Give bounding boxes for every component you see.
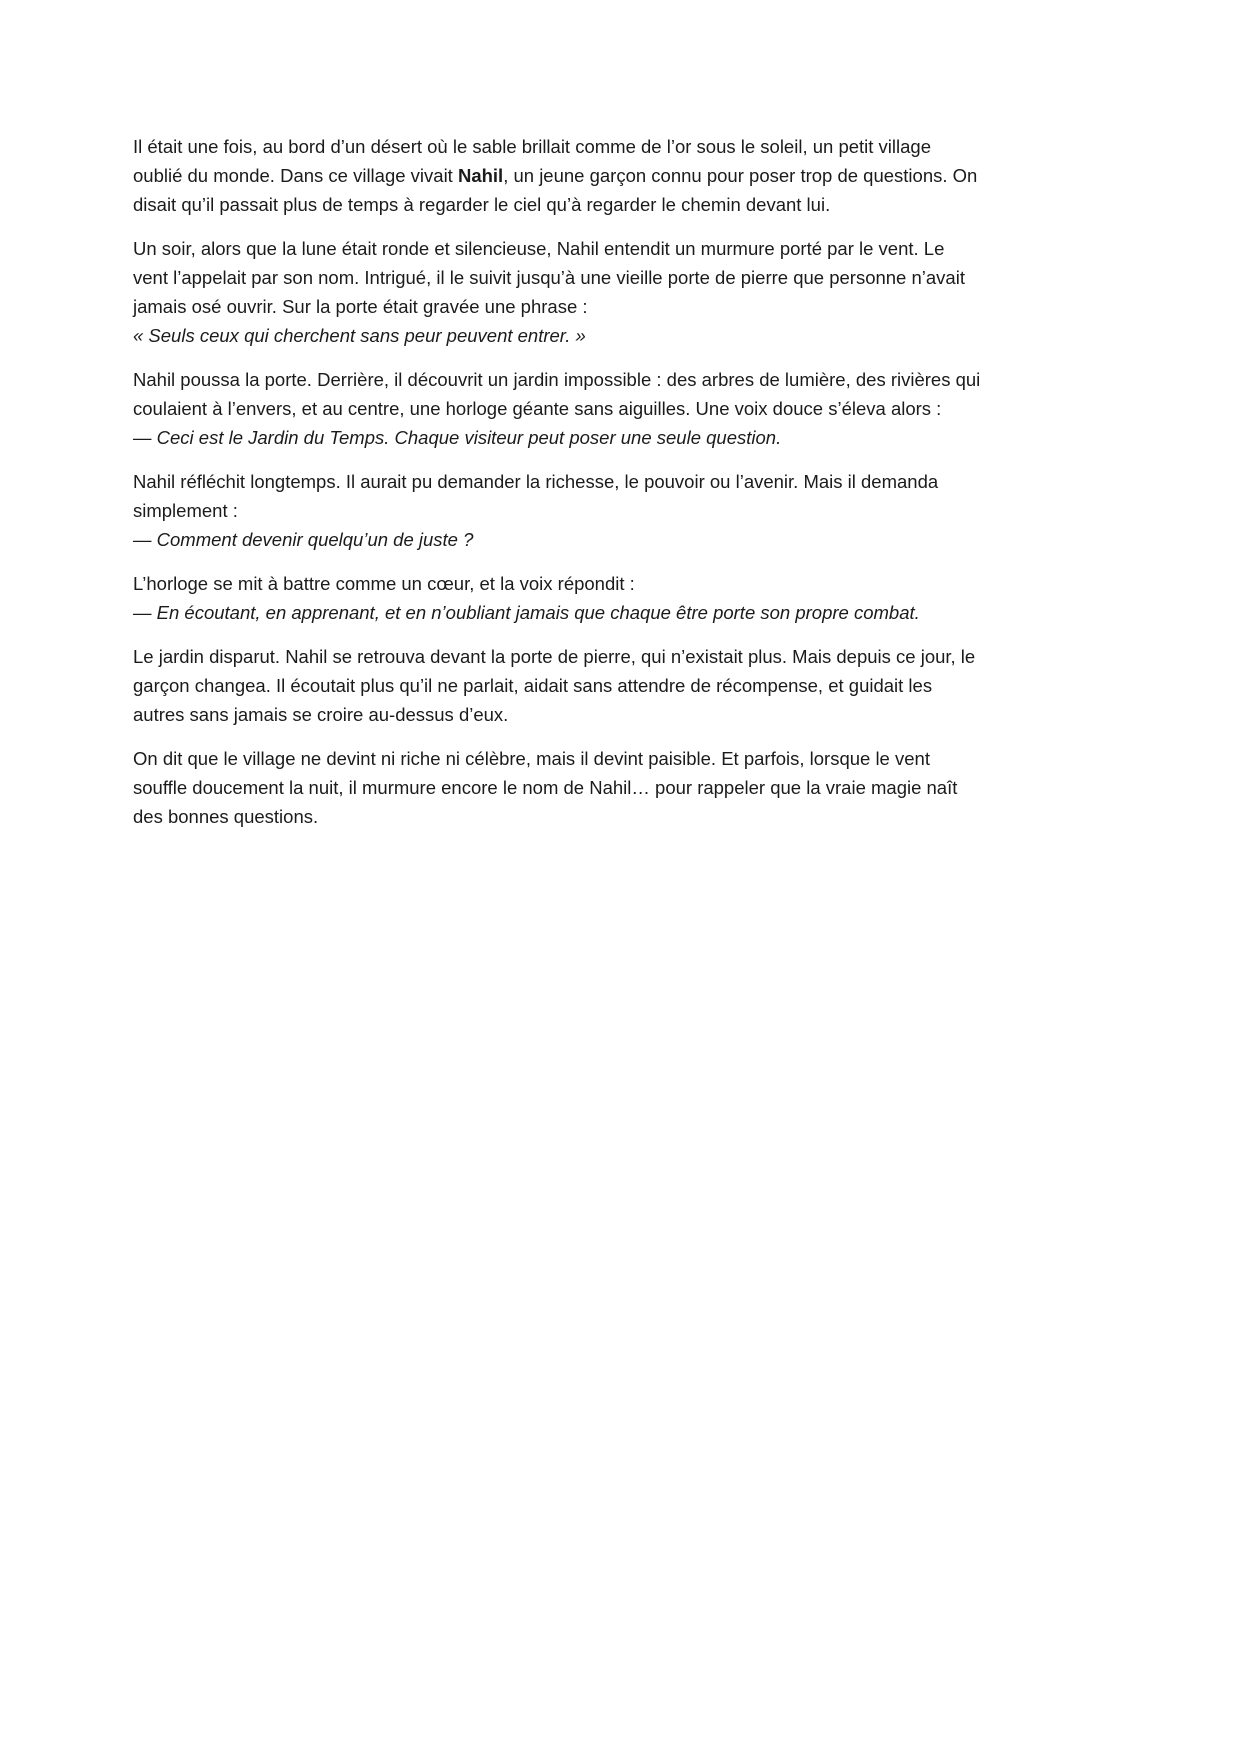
italic-quote-inscription: « Seuls ceux qui cherchent sans peur peuvent entrer. » [133,325,586,346]
text-segment: Il était une fois, au bord d’un désert où le sable brillait comme de l’or sous le soleil, un petit village oublié du monde. Dans ce village vivait [133,136,931,186]
text-segment: Nahil réfléchit longtemps. Il aurait pu demander la richesse, le pouvoir ou l’avenir. Mais il demanda simplement : [133,471,939,521]
text-segment: Nahil poussa la porte. Derrière, il découvrit un jardin impossible : des arbres de lumière, des rivières qui coulaient à l’envers, et au centre, une horloge géante sans aiguilles. Une voix douce s’éleva alors : [133,369,981,419]
paragraph-5 [133,569,983,627]
paragraph-1 [133,132,983,219]
text-segment: , un jeune garçon connu pour poser trop de questions. On disait qu’il passait plus de temps à regarder le ciel qu’à regarder le chemin devant lui. [133,165,978,215]
paragraph-6 [133,642,983,729]
italic-dialogue-answer: — En écoutant, en apprenant, et en n’oubliant jamais que chaque être porte son propre combat. [133,602,920,623]
italic-dialogue-question: — Comment devenir quelqu’un de juste ? [133,529,474,550]
text-segment: Le jardin disparut. Nahil se retrouva devant la porte de pierre, qui n’existait plus. Mais depuis ce jour, le garçon changea. Il écoutait plus qu’il ne parlait, aidait sans attendre de récompense, et guidait les autres sans jamais se croire au-dessus d’eux. [133,646,976,725]
text-segment: Un soir, alors que la lune était ronde et silencieuse, Nahil entendit un murmure porté par le vent. Le vent l’appelait par son nom. Intrigué, il le suivit jusqu’à une vieille porte de pierre que personne n’avait jamais osé ouvrir. Sur la porte était gravée une phrase : [133,238,965,317]
paragraph-7 [133,744,983,831]
paragraph-3 [133,365,983,452]
document-body [133,132,983,831]
paragraph-2 [133,234,983,350]
bold-name-nahil: Nahil [457,165,504,186]
italic-dialogue-voice: — Ceci est le Jardin du Temps. Chaque visiteur peut poser une seule question. [133,427,782,448]
text-segment: L’horloge se mit à battre comme un cœur, et la voix répondit : [133,573,635,594]
paragraph-4 [133,467,983,554]
text-segment: On dit que le village ne devint ni riche ni célèbre, mais il devint paisible. Et parfois, lorsque le vent souffle doucement la nuit, il murmure encore le nom de Nahil… pour rappeler que la vraie magie naît des bonnes questions. [133,748,958,827]
